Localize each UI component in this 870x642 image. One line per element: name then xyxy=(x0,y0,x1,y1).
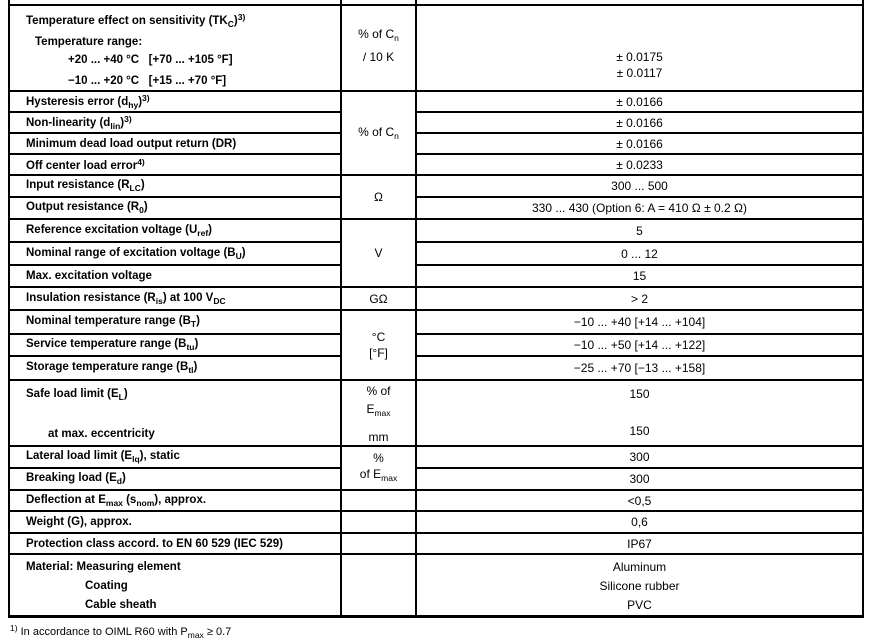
value-cell: 330 ... 430 (Option 6: A = 410 Ω ± 0.2 Ω) xyxy=(416,197,863,219)
row-deflection xyxy=(9,490,863,511)
unit-cell: GΩ xyxy=(341,287,416,310)
param-line: Safe load limit $(E_L)$ xyxy=(26,388,128,402)
row-output-resistance xyxy=(9,197,863,219)
unit-line: % xyxy=(373,451,384,465)
unit-line: °C xyxy=(371,330,386,344)
param-line: −10 ... +20 °C [+15 ... +70 °F] xyxy=(68,75,227,87)
value-cell: > 2 xyxy=(416,287,863,310)
row-off-center-load-error xyxy=(9,154,863,175)
value-line: Aluminum xyxy=(612,560,667,574)
unit-cell xyxy=(341,554,416,617)
param-label: Insulation resistance $(R_{is})$ at 100 $V_{DC}$ xyxy=(9,287,341,310)
param-line: +20 ... +40 °C [+70 ... +105 °F] xyxy=(68,54,233,66)
unit-line: [°F] xyxy=(369,346,388,360)
param-label: Breaking load $(E_d)$ xyxy=(9,468,341,490)
param-line: Coating xyxy=(85,580,128,592)
unit-line: / 10 K xyxy=(362,50,395,64)
param-label: Output resistance $(R_0)$ xyxy=(9,197,341,219)
row-max-excitation-voltage xyxy=(9,265,863,287)
unit-line: % of $C_n$ xyxy=(358,27,399,43)
param-line: Cable sheath xyxy=(85,599,157,611)
param-label: Nominal temperature range $(B_T)$ xyxy=(9,310,341,334)
param-label: Off center load error$^{4)}$ xyxy=(9,154,341,175)
unit-cell xyxy=(341,380,416,446)
param-line: Temperature effect on sensitivity $(TK_C)^{3)}$ xyxy=(26,12,246,29)
value-line: 150 xyxy=(629,424,650,438)
unit-cell: % of $C_n$ xyxy=(341,91,416,175)
value-line: PVC xyxy=(627,598,652,612)
row-temp-effect-sensitivity xyxy=(9,5,863,91)
value-cell: 300 xyxy=(416,446,863,468)
row-reference-excitation-voltage xyxy=(9,219,863,242)
value-line: 150 xyxy=(629,387,650,401)
row-storage-temperature-range xyxy=(9,356,863,380)
param-label: Deflection at $E_{max}$ $(s_{nom})$, approx. xyxy=(9,490,341,511)
value-cell: −10 ... +40 [+14 ... +104] xyxy=(416,310,863,334)
param-label: Input resistance $(R_{LC})$ xyxy=(9,175,341,197)
unit-cell xyxy=(341,310,416,380)
value-cell: IP67 xyxy=(416,533,863,554)
row-nominal-range-excitation-voltage xyxy=(9,242,863,265)
unit-line: of $E_{max}$ xyxy=(359,467,398,483)
unit-line: $E_{max}$ xyxy=(366,402,391,418)
unit-cell xyxy=(341,446,416,490)
value-cell: 15 xyxy=(416,265,863,287)
param-label: Max. excitation voltage xyxy=(9,265,341,287)
unit-cell xyxy=(341,490,416,511)
param-label xyxy=(9,554,341,617)
row-input-resistance xyxy=(9,175,863,197)
param-label: Weight (G), approx. xyxy=(9,511,341,533)
param-label: Nominal range of excitation voltage $(B_U)$ xyxy=(9,242,341,265)
row-min-dead-load-output-return xyxy=(9,133,863,154)
row-service-temperature-range xyxy=(9,334,863,356)
unit-line: % of xyxy=(366,384,391,398)
param-label: Hysteresis error $(d_{hy})^{3)}$ xyxy=(9,91,341,112)
spec-table xyxy=(8,0,864,618)
value-line: Silicone rubber xyxy=(599,579,680,593)
row-hysteresis-error xyxy=(9,91,863,112)
param-label: Protection class accord. to EN 60 529 (IEC 529) xyxy=(9,533,341,554)
value-cell: <0,5 xyxy=(416,490,863,511)
unit-line: mm xyxy=(368,430,389,444)
param-label: Lateral load limit $(E_{lq})$, static xyxy=(9,446,341,468)
param-line: at max. eccentricity xyxy=(48,428,155,440)
value-cell: ± 0.0166 xyxy=(416,133,863,154)
value-cell: 300 xyxy=(416,468,863,490)
row-nominal-temperature-range xyxy=(9,310,863,334)
row-non-linearity xyxy=(9,112,863,133)
value-cell xyxy=(416,5,863,91)
param-line: Material: Measuring element xyxy=(26,561,181,573)
param-label xyxy=(9,380,341,446)
unit-cell xyxy=(341,511,416,533)
value-cell: ± 0.0166 xyxy=(416,91,863,112)
row-lateral-load-limit xyxy=(9,446,863,468)
unit-cell: V xyxy=(341,219,416,287)
value-cell: 5 xyxy=(416,219,863,242)
row-weight xyxy=(9,511,863,533)
param-label: Reference excitation voltage $(U_{ref})$ xyxy=(9,219,341,242)
row-safe-load-limit xyxy=(9,380,863,446)
value-cell: −25 ... +70 [−13 ... +158] xyxy=(416,356,863,380)
param-label: Minimum dead load output return (DR) xyxy=(9,133,341,154)
value-cell: ± 0.0233 xyxy=(416,154,863,175)
value-line: ± 0.0175 xyxy=(616,50,663,64)
unit-cell xyxy=(341,533,416,554)
value-cell: ± 0.0166 xyxy=(416,112,863,133)
value-cell xyxy=(416,554,863,617)
footnote-1: $^{1)}$ In accordance to OIML R60 with $P_{max} \ge 0.7$ xyxy=(10,623,232,640)
row-protection-class xyxy=(9,533,863,554)
unit-cell: Ω xyxy=(341,175,416,219)
unit-cell xyxy=(341,5,416,91)
value-cell: −10 ... +50 [+14 ... +122] xyxy=(416,334,863,356)
param-line: Temperature range: xyxy=(35,36,143,48)
row-breaking-load xyxy=(9,468,863,490)
row-material xyxy=(9,554,863,617)
value-cell: 300 ... 500 xyxy=(416,175,863,197)
value-cell: 0,6 xyxy=(416,511,863,533)
value-line: ± 0.0117 xyxy=(616,66,663,80)
param-label: Service temperature range $(B_{tu})$ xyxy=(9,334,341,356)
param-label: Non-linearity $(d_{lin})^{3)}$ xyxy=(9,112,341,133)
value-cell: 0 ... 12 xyxy=(416,242,863,265)
param-label: Storage temperature range $(B_{tl})$ xyxy=(9,356,341,380)
param-label xyxy=(9,5,341,91)
row-insulation-resistance xyxy=(9,287,863,310)
value-cell xyxy=(416,380,863,446)
